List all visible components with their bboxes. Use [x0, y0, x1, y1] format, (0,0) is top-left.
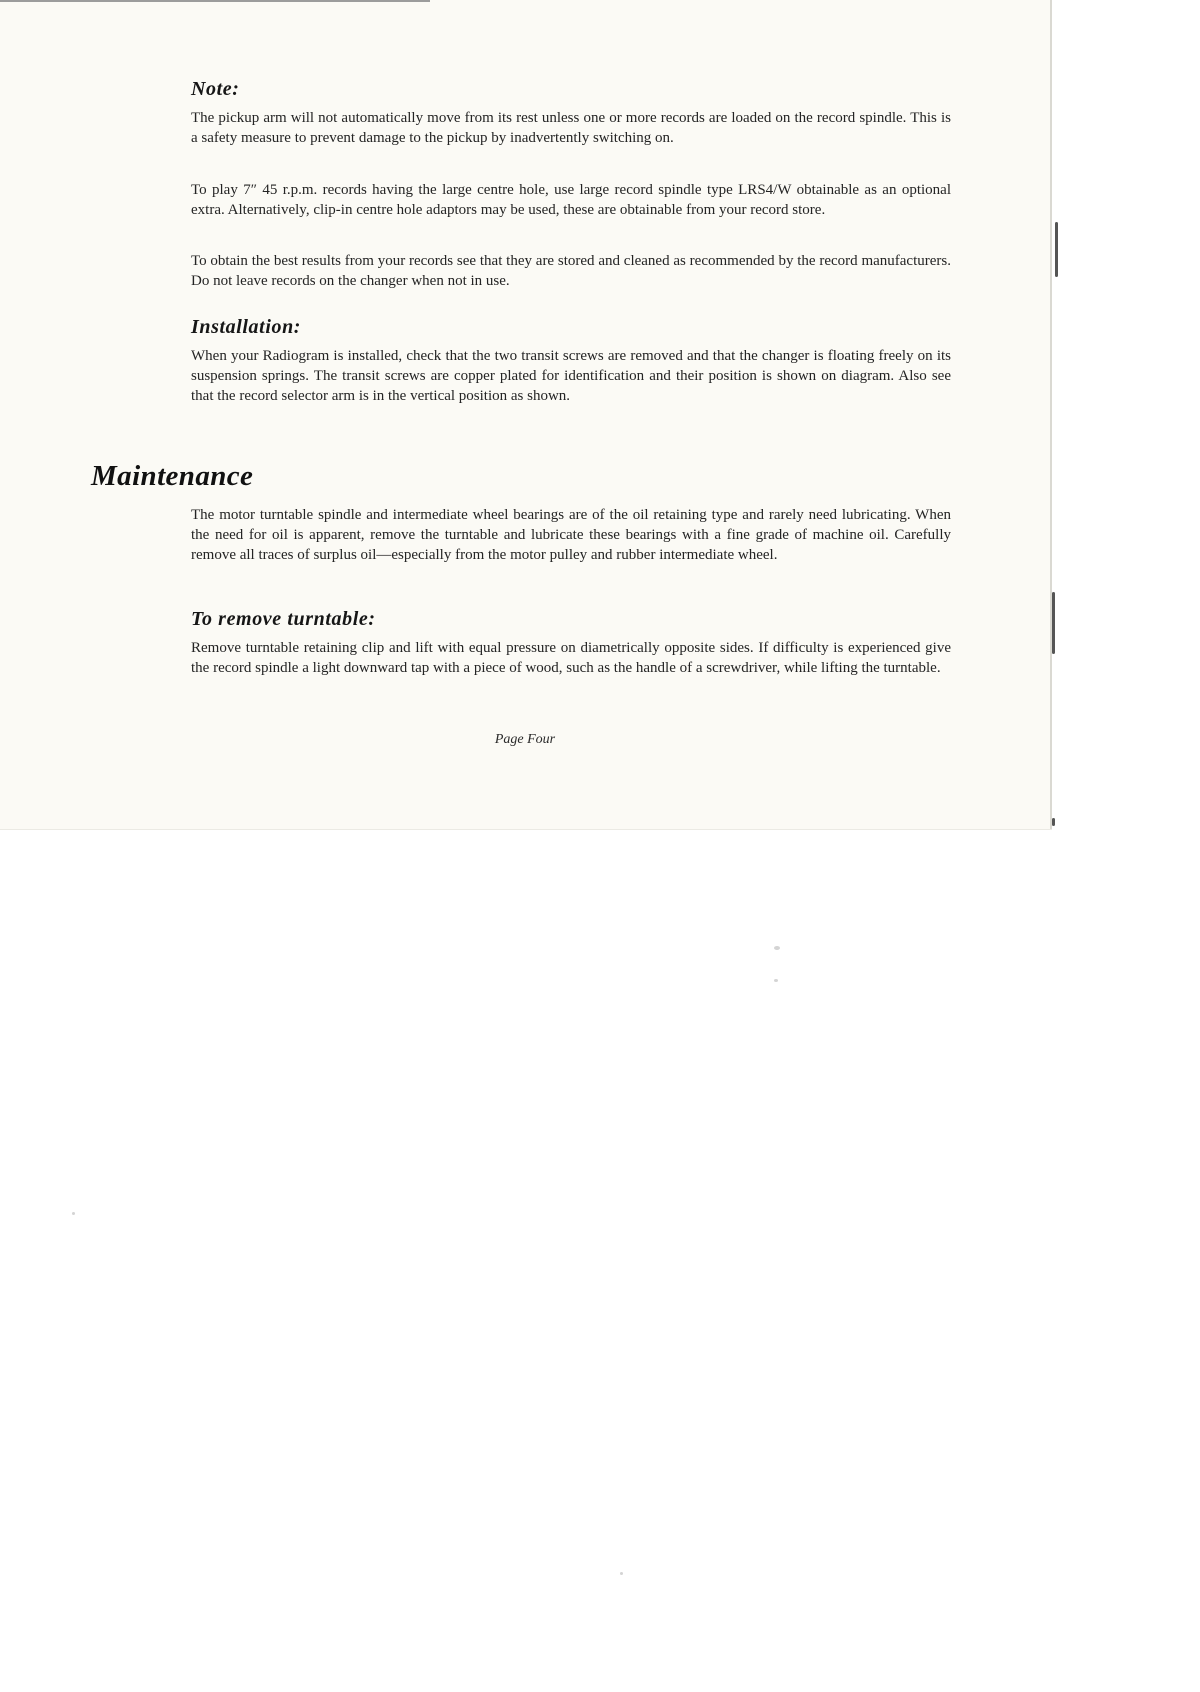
scan-speck — [72, 1212, 75, 1215]
scanned-page — [0, 0, 1052, 830]
maintenance-title: Maintenance — [91, 460, 254, 492]
binding-mark-bottom — [1052, 818, 1055, 826]
remove-turntable-heading: To remove turntable: — [191, 608, 376, 630]
installation-heading: Installation: — [191, 316, 302, 338]
binding-mark-middle — [1052, 592, 1055, 654]
maintenance-paragraph: The motor turntable spindle and intermediate wheel bearings are of the oil retaining type and rarely need lubricating. When the need for oil is apparent, remove the turntable and lubricate these bearings with a fine grade of machine oil. Carefully remove all traces of surplus oil—especially from the motor pulley and rubber intermediate wheel. — [191, 507, 951, 563]
scan-speck — [620, 1572, 623, 1575]
binding-mark-top — [1055, 222, 1058, 277]
page-number: Page Four — [494, 732, 556, 747]
note-paragraph-45rpm: To play 7″ 45 r.p.m. records having the large centre hole, use large record spindle type LRS4/W obtainable as an optional extra. Alternatively, clip-in centre hole adaptors may be used, these are obtainable from your record store. — [191, 182, 951, 218]
scan-speck — [774, 979, 778, 982]
page-edge-right — [1050, 0, 1052, 830]
installation-paragraph: When your Radiogram is installed, check that the two transit screws are removed and that the changer is floating freely on its suspension springs. The transit screws are copper plated for identification and their position is shown on diagram. Also see that the record selector arm is in the vertical position as shown. — [191, 348, 951, 404]
top-rule — [0, 0, 430, 2]
note-paragraph-pickup: The pickup arm will not automatically move from its rest unless one or more records are loaded on the record spindle. This is a safety measure to prevent damage to the pickup by inadvertently switching on. — [191, 110, 951, 146]
scan-speck — [774, 946, 780, 950]
remove-turntable-paragraph: Remove turntable retaining clip and lift with equal pressure on diametrically opposite sides. If difficulty is experienced give the record spindle a light downward tap with a piece of wood, such as the handle of a screwdriver, while lifting the turntable. — [191, 640, 951, 676]
note-paragraph-care: To obtain the best results from your records see that they are stored and cleaned as recommended by the record manufacturers. Do not leave records on the changer when not in use. — [191, 253, 951, 289]
note-heading: Note: — [191, 78, 240, 100]
page-edge-bottom — [0, 829, 1052, 830]
